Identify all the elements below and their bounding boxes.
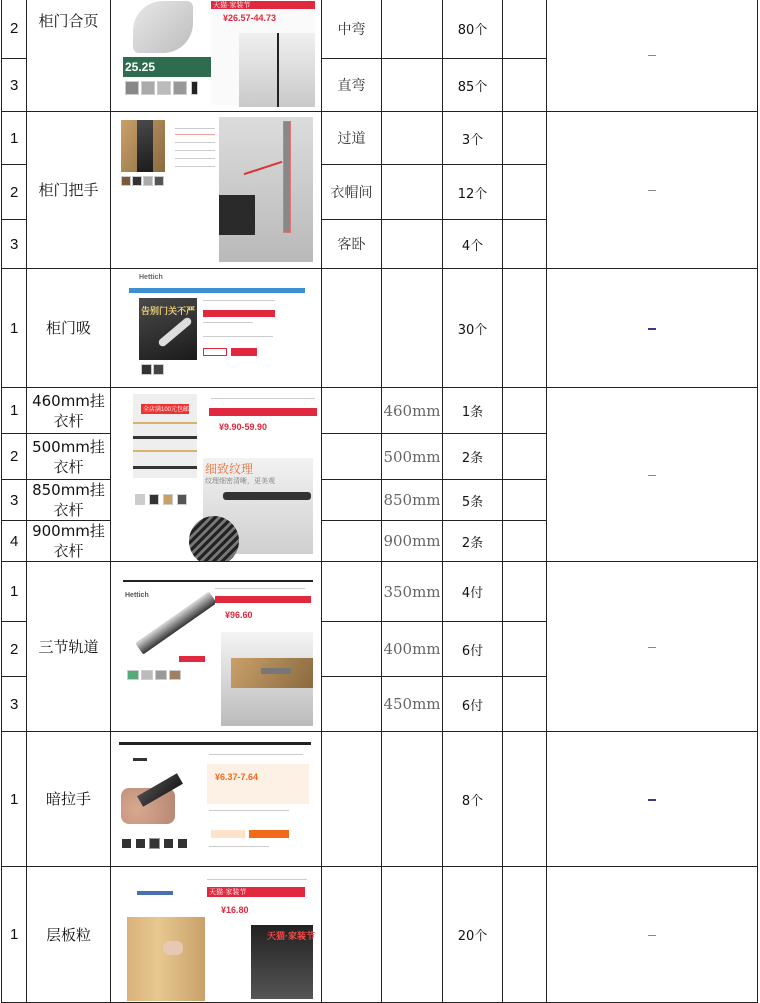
blank-cell bbox=[503, 867, 547, 1003]
dash-mark bbox=[648, 799, 656, 801]
spec-cell bbox=[382, 269, 443, 388]
dash-mark bbox=[648, 55, 656, 56]
note-cell bbox=[547, 112, 758, 269]
spec-cell bbox=[382, 220, 443, 269]
product-image bbox=[111, 562, 322, 732]
spec-cell: 450mm bbox=[382, 677, 443, 732]
blank-cell bbox=[503, 165, 547, 220]
row-index: 1 bbox=[2, 562, 27, 622]
item-name: 三节轨道 bbox=[27, 562, 111, 732]
slide-listing bbox=[215, 586, 311, 626]
spec-cell: 350mm bbox=[382, 562, 443, 622]
location-cell: 衣帽间 bbox=[322, 165, 382, 220]
location-cell bbox=[322, 434, 382, 480]
blank-cell bbox=[503, 480, 547, 521]
spec-cell: 400mm bbox=[382, 622, 443, 677]
table-row bbox=[2, 388, 758, 434]
item-name: 柜门合页 bbox=[27, 0, 111, 112]
item-name: 柜门吸 bbox=[27, 269, 111, 388]
spec-cell bbox=[382, 867, 443, 1003]
product-image bbox=[111, 388, 322, 562]
blank-cell bbox=[503, 0, 547, 59]
item-name: 500mm挂衣杆 bbox=[27, 434, 111, 480]
qty-cell: 12个 bbox=[443, 165, 503, 220]
table-row bbox=[2, 732, 758, 867]
headline-text: 告别门关不严 bbox=[141, 306, 196, 316]
divider-line bbox=[123, 580, 313, 582]
location-cell bbox=[322, 562, 382, 622]
location-cell bbox=[322, 269, 382, 388]
qty-cell: 1条 bbox=[443, 388, 503, 434]
note-cell bbox=[547, 388, 758, 562]
detail-subtitle: 纹理细密清晰，更美观 bbox=[205, 478, 275, 485]
pull-handle-image bbox=[119, 752, 195, 860]
table-row bbox=[2, 867, 758, 1003]
spec-cell bbox=[382, 165, 443, 220]
row-index: 1 bbox=[2, 867, 27, 1003]
product-image bbox=[111, 269, 322, 388]
blank-cell bbox=[503, 521, 547, 562]
detail-title: 细致纹理 bbox=[205, 462, 254, 476]
spec-cell: 900mm bbox=[382, 521, 443, 562]
location-cell bbox=[322, 677, 382, 732]
rod-detail-photo bbox=[203, 458, 313, 554]
qty-cell: 8个 bbox=[443, 732, 503, 867]
promo-banner: 天猫·家装节 bbox=[267, 931, 315, 941]
qty-cell: 4付 bbox=[443, 562, 503, 622]
qty-cell: 6付 bbox=[443, 677, 503, 732]
shelf-pin-listing bbox=[207, 879, 313, 999]
banner-text: 天猫·家装节 bbox=[213, 2, 251, 9]
product-image bbox=[111, 0, 322, 112]
product-image bbox=[111, 732, 322, 867]
shelf-pin-image bbox=[127, 881, 205, 1001]
promo-price: 25.25 bbox=[125, 60, 156, 74]
table-row bbox=[2, 0, 758, 59]
pull-handle-listing bbox=[203, 750, 313, 860]
blank-cell bbox=[503, 112, 547, 165]
slide-install-photo bbox=[221, 632, 313, 726]
listing-screenshot bbox=[211, 1, 315, 105]
blank-cell bbox=[503, 562, 547, 622]
price-text: ¥16.80 bbox=[221, 905, 249, 915]
banner-text: 天猫·家装节 bbox=[209, 889, 247, 896]
location-cell bbox=[322, 388, 382, 434]
row-index: 2 bbox=[2, 622, 27, 677]
rod-listing bbox=[209, 394, 321, 454]
door-catch-screenshot bbox=[129, 272, 305, 382]
blank-cell bbox=[503, 59, 547, 112]
table-row bbox=[2, 562, 758, 622]
row-index: 3 bbox=[2, 220, 27, 269]
price-text: ¥9.90-59.90 bbox=[219, 422, 268, 432]
slide-image bbox=[123, 586, 215, 698]
blank-cell bbox=[503, 732, 547, 867]
row-index: 4 bbox=[2, 521, 27, 562]
qty-cell: 80个 bbox=[443, 0, 503, 59]
location-cell: 客卧 bbox=[322, 220, 382, 269]
qty-cell: 4个 bbox=[443, 220, 503, 269]
location-cell bbox=[322, 867, 382, 1003]
note-cell bbox=[547, 0, 758, 112]
handle-install-photo bbox=[219, 117, 313, 262]
note-cell bbox=[547, 867, 758, 1003]
item-name: 层板粒 bbox=[27, 867, 111, 1003]
item-name: 柜门把手 bbox=[27, 112, 111, 269]
dash-mark bbox=[648, 647, 656, 648]
spec-cell bbox=[382, 0, 443, 59]
row-index: 2 bbox=[2, 165, 27, 220]
location-cell bbox=[322, 622, 382, 677]
location-cell: 中弯 bbox=[322, 0, 382, 59]
dash-mark bbox=[648, 475, 656, 476]
table-row bbox=[2, 112, 758, 165]
row-index: 2 bbox=[2, 0, 27, 59]
product-image bbox=[111, 867, 322, 1003]
divider-line bbox=[119, 742, 311, 745]
qty-cell: 20个 bbox=[443, 867, 503, 1003]
product-image bbox=[111, 112, 322, 269]
note-cell bbox=[547, 269, 758, 388]
row-index: 1 bbox=[2, 112, 27, 165]
qty-cell: 2条 bbox=[443, 521, 503, 562]
dash-mark bbox=[648, 190, 656, 191]
row-index: 3 bbox=[2, 59, 27, 112]
qty-cell: 30个 bbox=[443, 269, 503, 388]
blank-cell bbox=[503, 388, 547, 434]
location-cell bbox=[322, 732, 382, 867]
qty-cell: 3个 bbox=[443, 112, 503, 165]
badge-text: 全店满100元包邮 bbox=[143, 407, 190, 413]
note-cell bbox=[547, 732, 758, 867]
note-cell bbox=[547, 562, 758, 732]
row-index: 2 bbox=[2, 434, 27, 480]
item-name: 460mm挂衣杆 bbox=[27, 388, 111, 434]
location-cell: 过道 bbox=[322, 112, 382, 165]
qty-cell: 5条 bbox=[443, 480, 503, 521]
row-index: 1 bbox=[2, 269, 27, 388]
price-text: ¥6.37-7.64 bbox=[215, 772, 259, 782]
qty-cell: 6付 bbox=[443, 622, 503, 677]
spec-cell bbox=[382, 59, 443, 112]
table-row bbox=[2, 269, 758, 388]
price-text: ¥96.60 bbox=[225, 610, 253, 620]
row-index: 3 bbox=[2, 480, 27, 521]
spec-cell: 500mm bbox=[382, 434, 443, 480]
qty-cell: 85个 bbox=[443, 59, 503, 112]
row-index: 3 bbox=[2, 677, 27, 732]
row-index: 1 bbox=[2, 388, 27, 434]
blank-cell bbox=[503, 677, 547, 732]
spec-cell bbox=[382, 732, 443, 867]
dash-mark bbox=[648, 328, 656, 330]
item-name: 900mm挂衣杆 bbox=[27, 521, 111, 562]
brand-text: Hettich bbox=[125, 592, 149, 599]
spec-cell bbox=[382, 112, 443, 165]
spec-cell: 850mm bbox=[382, 480, 443, 521]
location-cell bbox=[322, 521, 382, 562]
blank-cell bbox=[503, 220, 547, 269]
location-cell: 直弯 bbox=[322, 59, 382, 112]
blank-cell bbox=[503, 434, 547, 480]
location-cell bbox=[322, 480, 382, 521]
item-name: 850mm挂衣杆 bbox=[27, 480, 111, 521]
blank-cell bbox=[503, 622, 547, 677]
brand-text: Hettich bbox=[139, 274, 163, 281]
spec-cell: 460mm bbox=[382, 388, 443, 434]
row-index: 1 bbox=[2, 732, 27, 867]
price-text: ¥26.57-44.73 bbox=[223, 13, 277, 23]
qty-cell: 2条 bbox=[443, 434, 503, 480]
rod-image bbox=[121, 394, 197, 512]
hardware-order-table bbox=[1, 0, 758, 1003]
handle-thumb bbox=[121, 120, 217, 210]
item-name: 暗拉手 bbox=[27, 732, 111, 867]
dash-mark bbox=[648, 935, 656, 936]
blank-cell bbox=[503, 269, 547, 388]
hinge-image bbox=[119, 1, 215, 101]
